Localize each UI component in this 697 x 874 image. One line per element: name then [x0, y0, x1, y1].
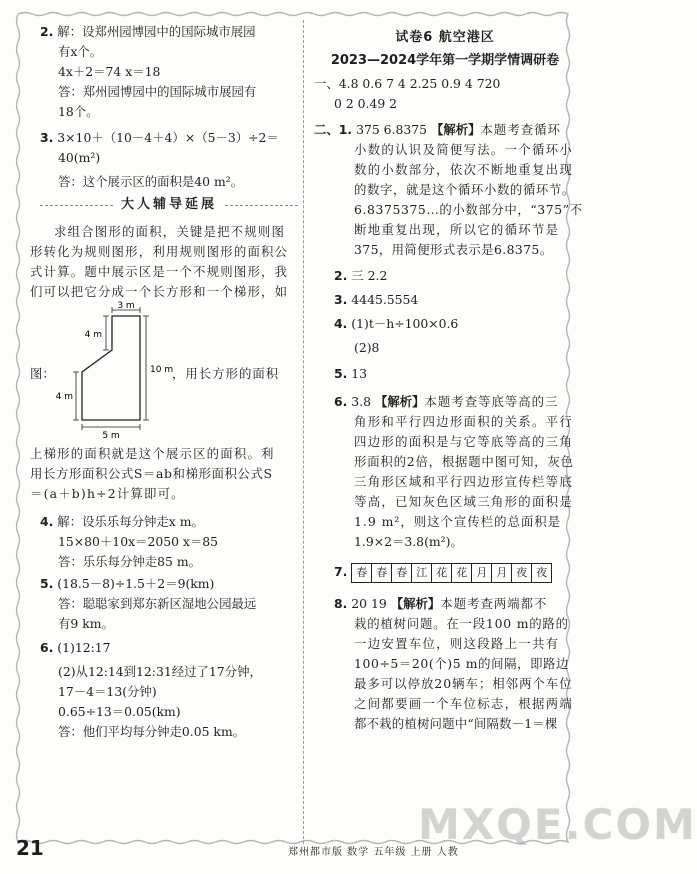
analysis-line: 1.9×2＝3.8(m²)。 [354, 534, 463, 549]
analysis-line: 之间都要画一个车位标志，根据两端 [354, 696, 574, 711]
equation: 15×80＋10x＝2050 x＝85 [58, 534, 219, 549]
grid-cell: 春 [372, 564, 392, 582]
guide-paragraph-continued [30, 444, 298, 504]
answer-text: 答：乐乐每分钟走85 m。 [58, 554, 201, 569]
equation: 17－4＝13(分钟) [58, 684, 157, 699]
answer-text: 答：这个展示区的面积是40 m²。 [58, 174, 244, 189]
question-number: 二、1. [314, 122, 353, 137]
grid-cell: 月 [472, 564, 492, 582]
figure-suffix: ，用长方形的面积 [172, 366, 280, 381]
answer-text: (2)8 [354, 340, 380, 355]
equation: 0.65÷13＝0.05(km) [58, 704, 181, 719]
figure-prefix: 图： [30, 366, 55, 381]
analysis-tag: 【解析】 [390, 596, 441, 611]
equation: 4x＋2＝74 x＝18 [58, 64, 161, 79]
question-number: 6. [40, 640, 54, 655]
analysis-line: 角形和平行四边形面积的关系。平行 [354, 414, 574, 429]
question-number: 8. [334, 596, 348, 611]
guide-line: ＝(a＋b)h÷2计算即可。 [30, 486, 185, 501]
guide-line: 上梯形的面积就是这个展示区的面积。利 [30, 446, 275, 461]
answer-text: 有9 km。 [58, 616, 114, 631]
analysis-line: 断地重复出现，所以它的循环节是 [354, 222, 560, 237]
answer-text: 解：设郑州园博园中的国际城市展园 [57, 24, 256, 39]
analysis-line: 1.9 m²，则这个宣传栏的总面积是 [354, 514, 562, 529]
footer-text: 郑州都市版 数学 五年级 上册 人教 [288, 847, 459, 858]
question-number: 3. [334, 292, 348, 307]
guide-line: 们可以把它分成一个长方形和一个梯形，如 [30, 284, 289, 299]
equation: 40(m²) [58, 150, 101, 165]
exam-title: 试卷6 航空港区 [395, 30, 495, 45]
grid-cell: 江 [412, 564, 432, 582]
grid-cell: 夜 [512, 564, 532, 582]
answer-text: 3.8 [351, 394, 372, 409]
character-grid [351, 563, 552, 583]
question-number: 2. [334, 268, 348, 283]
analysis-line: 栽的植树问题。在一段100 m的路的 [354, 616, 569, 631]
guide-line: 用长方形面积公式S＝ab和梯形面积公式S [30, 466, 273, 481]
grid-cell: 花 [452, 564, 472, 582]
analysis-line: 的数字，就是这个循环小数的循环节。 [354, 182, 575, 197]
answer-text: 375 6.8375 [356, 122, 428, 137]
question-number: 6. [334, 394, 348, 409]
answer-text: 解：设乐乐每分钟走x m。 [57, 514, 204, 529]
question-number: 2. [40, 24, 54, 39]
question-number: 5. [334, 366, 348, 381]
section-title: 大人辅导延展 [113, 195, 225, 215]
analysis-line: 一边安置车位，则这段路上一共有 [354, 636, 560, 651]
analysis-line: 最多可以停放20辆车；相邻两个车位 [354, 676, 573, 691]
answer-text: (1)t－h÷100×0.6 [351, 316, 459, 331]
grid-cell: 春 [392, 564, 412, 582]
answer-text: 20 19 [351, 596, 387, 611]
question-number: 4. [40, 514, 54, 529]
figure-label-top: 3 m [117, 301, 135, 311]
analysis-line: 6.8375375…的小数部分中，“375”不 [354, 202, 583, 217]
analysis-line: 小数的认识及简便写法。一个循环小 [354, 142, 574, 157]
figure-label-bottom: 5 m [102, 431, 120, 441]
analysis-line: 375，用简便形式表示是6.8375。 [354, 242, 553, 257]
analysis-line: 四边形的面积是与它等底等高的三角 [354, 434, 574, 449]
grid-cell: 春 [352, 564, 372, 582]
answer-text: 答：他们平均每分钟走0.05 km。 [58, 724, 246, 739]
section-one-line: 一、4.8 0.6 7 4 2.25 0.9 4 720 [314, 76, 501, 91]
composite-shape-figure [55, 301, 174, 441]
analysis-text: 本题考查两端都不 [440, 596, 548, 611]
question-number: 7. [334, 564, 348, 579]
answer-text: (2)从12:14到12:31经过了17分钟， [58, 664, 262, 679]
section-header [40, 194, 298, 218]
analysis-tag: 【解析】 [374, 394, 425, 409]
question-number: 5. [40, 576, 54, 591]
grid-cell: 月 [492, 564, 512, 582]
page-number: 21 [16, 836, 44, 860]
answer-text: 答：郑州园博园中的国际城市展园有 [58, 84, 257, 99]
answer-text: 4445.5554 [351, 292, 419, 307]
question-number: 4. [334, 316, 348, 331]
analysis-line: 都不栽的植树问题中“间隔数－1＝棵 [354, 716, 558, 731]
right-column [314, 50, 583, 734]
analysis-line: 数的小数部分，依次不断地重复出现 [354, 162, 574, 177]
answer-text: (1)12:17 [57, 640, 111, 655]
figure-label-right: 10 m [150, 365, 174, 375]
grid-cell: 夜 [536, 565, 548, 579]
analysis-text: 本题考查等底等高的三 [424, 394, 559, 409]
analysis-line: 100÷5＝20(个)5 m的间隔，即路边 [354, 656, 570, 671]
answer-text: 答：聪聪家到郑东新区湿地公园最远 [58, 596, 257, 611]
column-divider [303, 20, 304, 844]
grid-cell: 花 [432, 564, 452, 582]
analysis-line: 三角形区域和平行四边形宣传栏等底 [354, 474, 574, 489]
guide-paragraph [30, 222, 298, 302]
analysis-line: 等高，已知灰色区域三角形的面积是 [354, 494, 574, 509]
answer-text: 有x个。 [58, 44, 103, 59]
figure-label-left-bottom: 4 m [55, 392, 73, 402]
section-one-line: 0 2 0.49 2 [334, 96, 398, 111]
figure-row [30, 302, 298, 440]
figure-label-left-top: 4 m [84, 330, 102, 340]
exam-subtitle: 2023—2024学年第一学期学情调研卷 [330, 53, 560, 68]
analysis-tag: 【解析】 [430, 122, 481, 137]
analysis-text: 本题考查循环 [480, 122, 561, 137]
left-column [30, 22, 298, 742]
watermark-logo: MXQE.COM [418, 800, 697, 849]
equation: 3×10＋（10－4＋4）×（5－3）÷2＝ [57, 130, 279, 145]
answer-text: 18个。 [58, 104, 99, 119]
equation: (18.5－8)÷1.5＋2＝9(km) [57, 576, 215, 591]
answer-text: 13 [351, 366, 368, 381]
guide-line: 式计算。题中展示区是一个不规则图形，我 [30, 264, 289, 279]
guide-line: 形转化为规则图形，利用规则图形的面积公 [30, 244, 289, 259]
answer-text: 三 2.2 [351, 268, 388, 283]
question-number: 3. [40, 130, 54, 145]
guide-line: 求组合图形的面积，关键是把不规则图 [54, 224, 286, 239]
analysis-line: 形面积的2倍，根据题中图可知，灰色 [354, 454, 574, 469]
